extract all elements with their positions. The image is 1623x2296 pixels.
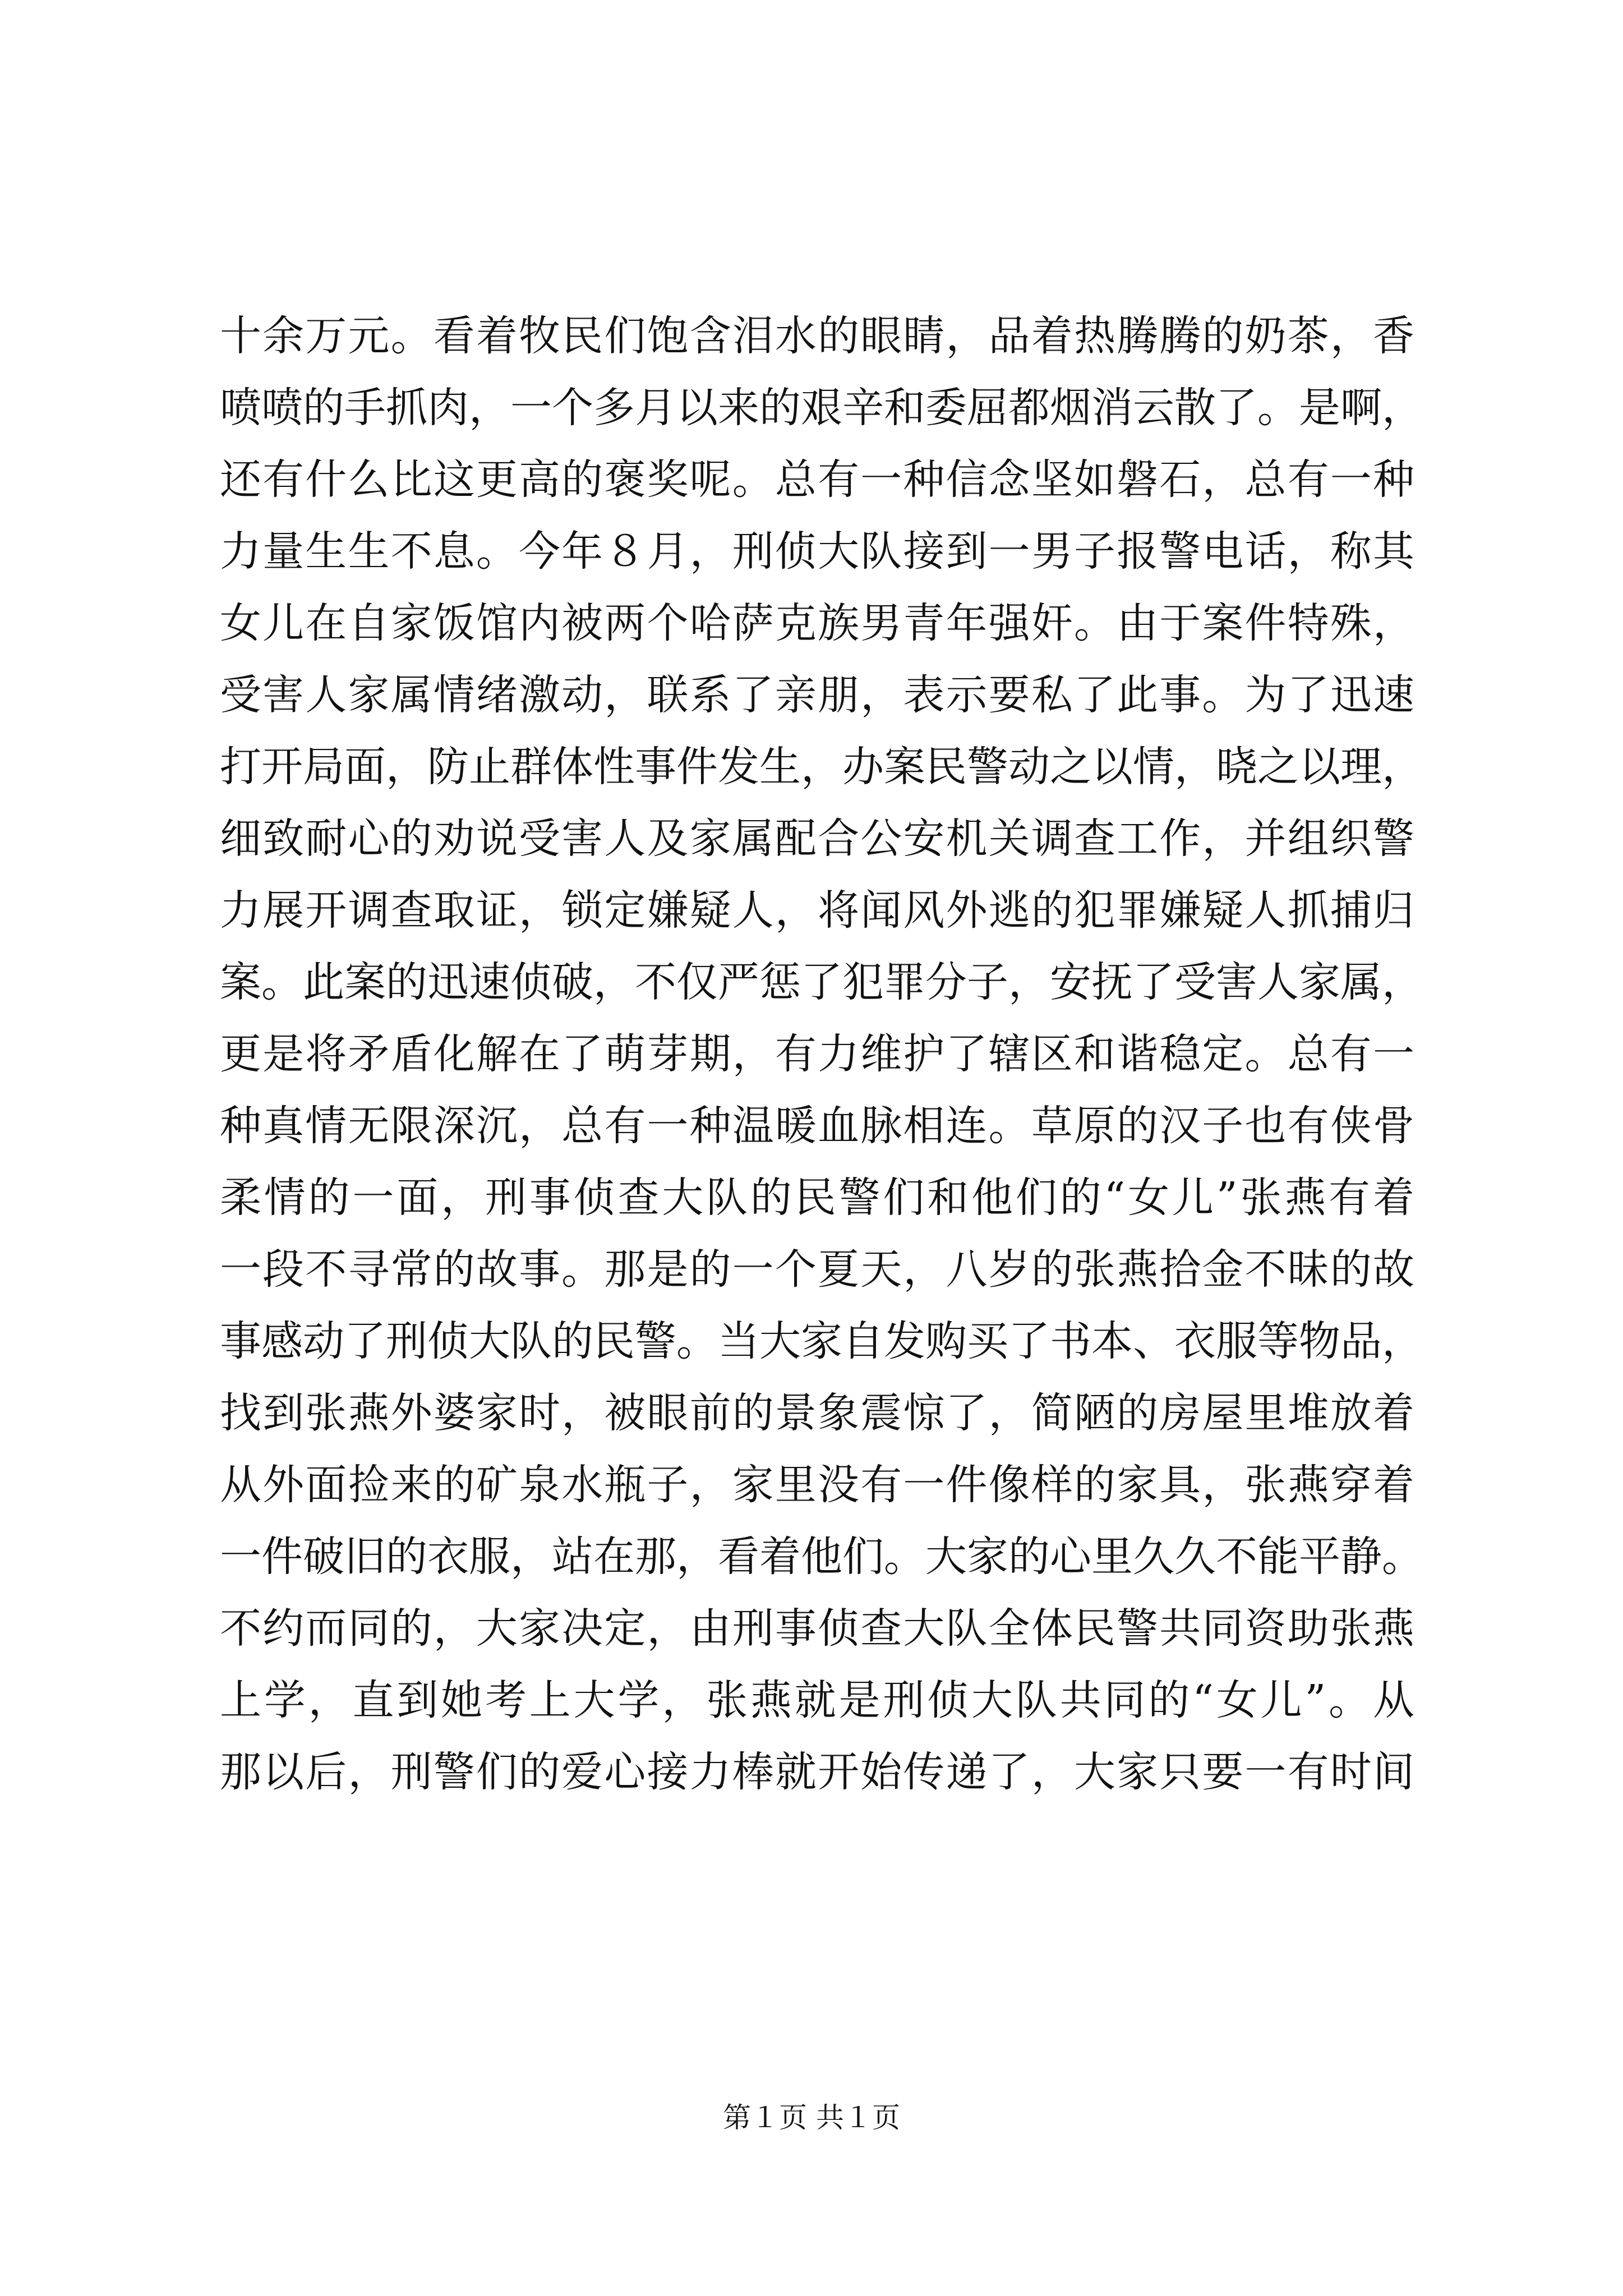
text-line: 种真情无限深沉，总有一种温暖血脉相连。草原的汉子也有侠骨 [220, 1102, 1414, 1150]
text-line: 案。此案的迅速侦破，不仅严惩了犯罪分子，安抚了受害人家属， [220, 958, 1423, 1006]
page-footer: 第１页 共１页 [723, 2101, 900, 2134]
text-line: 找到张燕外婆家时，被眼前的景象震惊了，简陋的房屋里堆放着 [220, 1389, 1414, 1437]
text-line: 那以后，刑警们的爱心接力棒就开始传递了，大家只要一有时间 [220, 1748, 1414, 1796]
text-line: 不约而同的，大家决定，由刑事侦查大队全体民警共同资助张燕 [220, 1604, 1414, 1653]
body-text [220, 300, 1423, 1808]
text-line: 事感动了刑侦大队的民警。当大家自发购买了书本、衣服等物品， [220, 1317, 1423, 1365]
text-line: 打开局面，防止群体性事件发生，办案民警动之以情，晓之以理， [220, 743, 1423, 791]
text-line: 柔情的一面，刑事侦查大队的民警们和他们的“女儿”张燕有着 [220, 1174, 1414, 1222]
text-line: 还有什么比这更高的褒奖呢。总有一种信念坚如磐石，总有一种 [220, 455, 1414, 504]
text-line: 上学，直到她考上大学，张燕就是刑侦大队共同的“女儿”。从 [220, 1676, 1414, 1724]
text-line: 力展开调查取证，锁定嫌疑人，将闻风外逃的犯罪嫌疑人抓捕归 [220, 886, 1414, 935]
text-line: 女儿在自家饭馆内被两个哈萨克族男青年强奸。由于案件特殊， [220, 599, 1414, 647]
text-line: 受害人家属情绪激动，联系了亲朋，表示要私了此事。为了迅速 [220, 671, 1414, 719]
text-line: 细致耐心的劝说受害人及家属配合公安机关调查工作，并组织警 [220, 815, 1414, 863]
text-line: 十余万元。看着牧民们饱含泪水的眼睛，品着热腾腾的奶茶，香 [220, 312, 1414, 360]
text-line: 一段不寻常的故事。那是的一个夏天，八岁的张燕拾金不昧的故 [220, 1245, 1414, 1294]
text-line: 力量生生不息。今年８月，刑侦大队接到一男子报警电话，称其 [220, 527, 1414, 576]
text-line: 更是将矛盾化解在了萌芽期，有力维护了辖区和谐稳定。总有一 [220, 1030, 1414, 1078]
text-line: 从外面捡来的矿泉水瓶子，家里没有一件像样的家具，张燕穿着 [220, 1461, 1414, 1509]
text-line: 一件破旧的衣服，站在那，看着他们。大家的心里久久不能平静。 [220, 1533, 1423, 1581]
text-line: 喷喷的手抓肉，一个多月以来的艰辛和委屈都烟消云散了。是啊， [220, 384, 1423, 432]
